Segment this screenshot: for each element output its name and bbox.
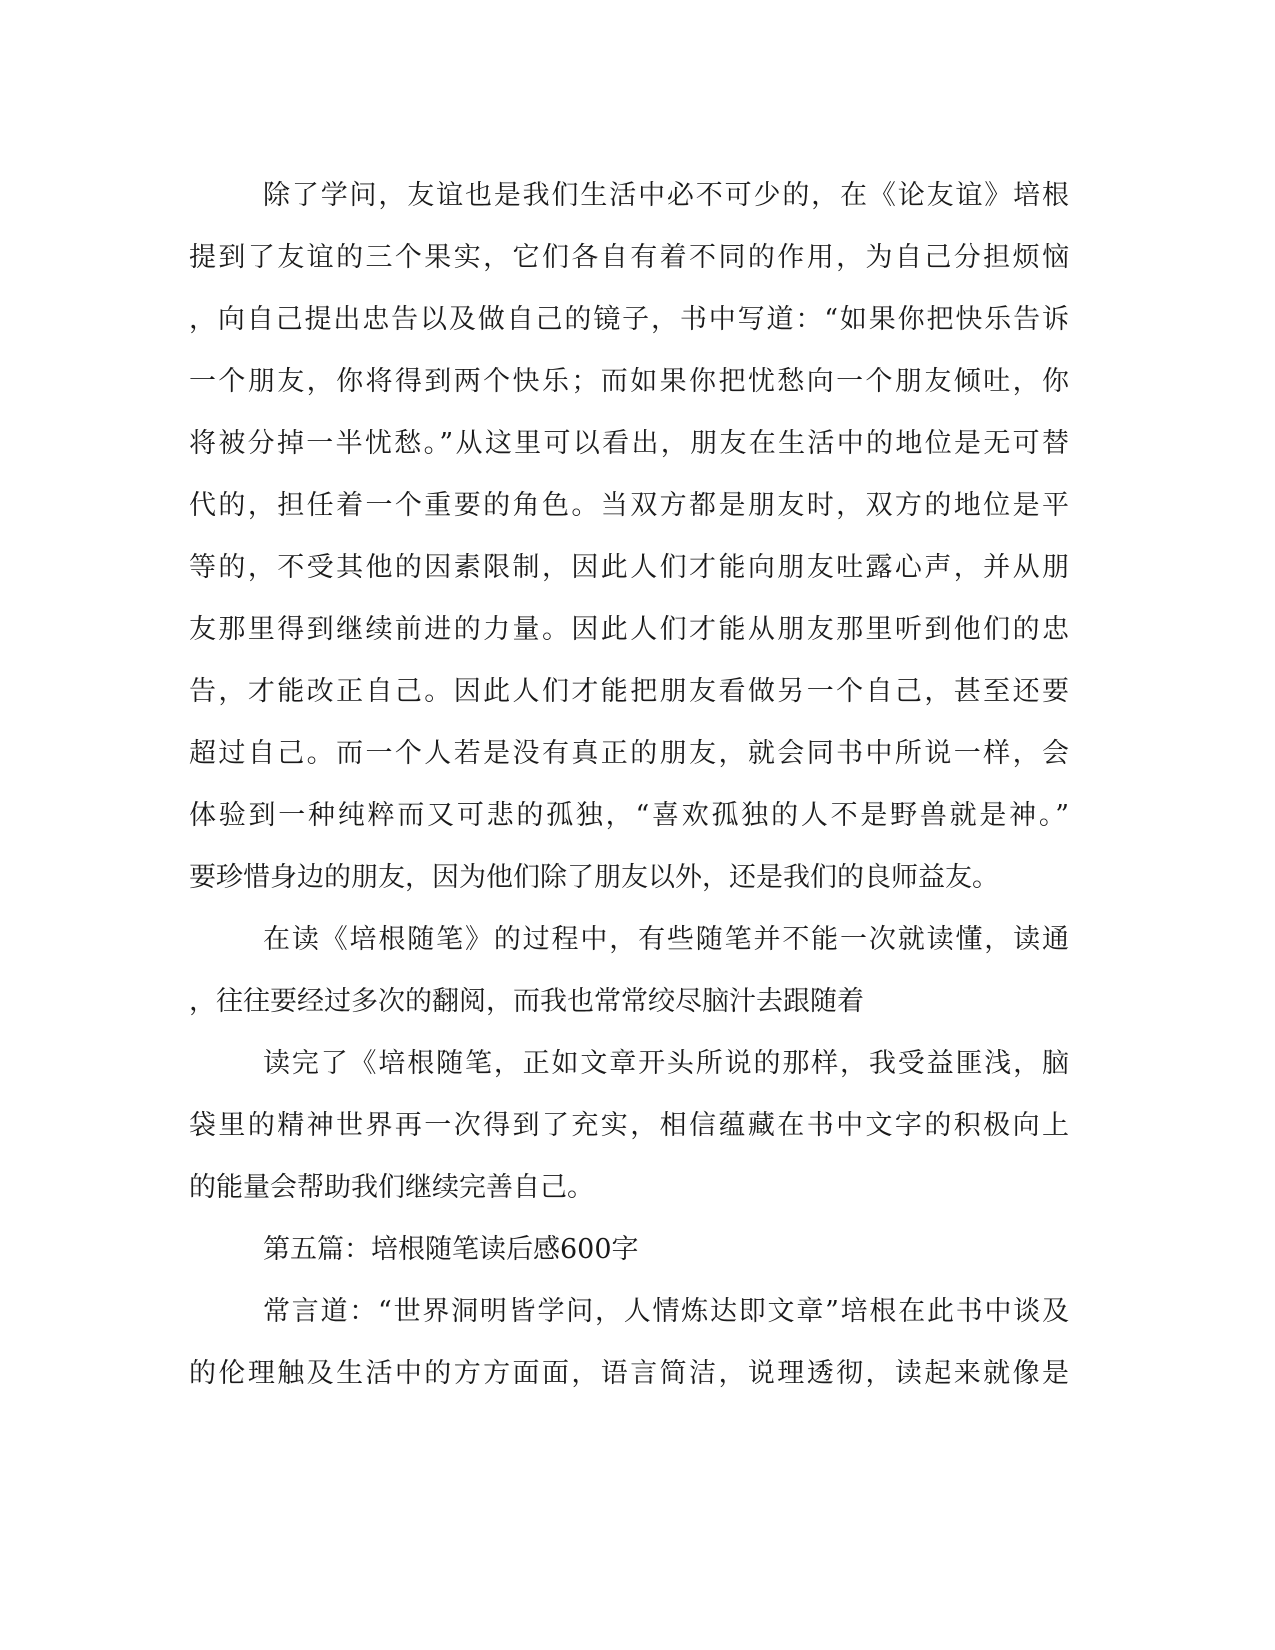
section-heading: 第五篇：培根随笔读后感600字 — [263, 1234, 639, 1265]
paragraph-reading-line-1: 在读《培根随笔》的过程中，有些随笔并不能一次就读懂，读通 — [263, 924, 1069, 955]
paragraph-friendship-line-10: 超过自己。而一个人若是没有真正的朋友，就会同书中所说一样，会 — [189, 738, 1069, 769]
paragraph-friendship-line-6: 代的，担任着一个重要的角色。当双方都是朋友时，双方的地位是平 — [189, 490, 1069, 521]
paragraph-friendship-line-2: 提到了友谊的三个果实，它们各自有着不同的作用，为自己分担烦恼 — [189, 242, 1069, 273]
paragraph-friendship-line-5: 将被分掉一半忧愁。”从这里可以看出，朋友在生活中的地位是无可替 — [189, 428, 1069, 459]
paragraph-friendship-line-7: 等的，不受其他的因素限制，因此人们才能向朋友吐露心声，并从朋 — [189, 552, 1069, 583]
paragraph-friendship-line-8: 友那里得到继续前进的力量。因此人们才能从朋友那里听到他们的忠 — [189, 614, 1069, 645]
paragraph-friendship-line-11: 体验到一种纯粹而又可悲的孤独，“喜欢孤独的人不是野兽就是神。” — [189, 800, 1069, 831]
paragraph-friendship-line-3: ，向自己提出忠告以及做自己的镜子，书中写道：“如果你把快乐告诉 — [189, 304, 1069, 335]
paragraph-conclusion-line-2: 袋里的精神世界再一次得到了充实，相信蕴藏在书中文字的积极向上 — [189, 1110, 1069, 1141]
paragraph-friendship-line-9: 告，才能改正自己。因此人们才能把朋友看做另一个自己，甚至还要 — [189, 676, 1069, 707]
paragraph-conclusion-line-1: 读完了《培根随笔，正如文章开头所说的那样，我受益匪浅，脑 — [263, 1048, 1069, 1079]
paragraph-reading-line-2: ，往往要经过多次的翻阅，而我也常常绞尽脑汁去跟随着 — [189, 986, 864, 1017]
paragraph-friendship-line-12: 要珍惜身边的朋友，因为他们除了朋友以外，还是我们的良师益友。 — [189, 862, 999, 893]
paragraph-conclusion-line-3: 的能量会帮助我们继续完善自己。 — [189, 1172, 594, 1203]
paragraph-proverb-line-1: 常言道：“世界洞明皆学问，人情炼达即文章”培根在此书中谈及 — [263, 1296, 1069, 1327]
paragraph-friendship-line-4: 一个朋友，你将得到两个快乐；而如果你把忧愁向一个朋友倾吐，你 — [189, 366, 1069, 397]
paragraph-proverb-line-2: 的伦理触及生活中的方方面面，语言简洁，说理透彻，读起来就像是 — [189, 1358, 1069, 1389]
paragraph-friendship-line-1: 除了学问，友谊也是我们生活中必不可少的，在《论友谊》培根 — [263, 180, 1069, 211]
body-text — [189, 165, 1069, 1405]
